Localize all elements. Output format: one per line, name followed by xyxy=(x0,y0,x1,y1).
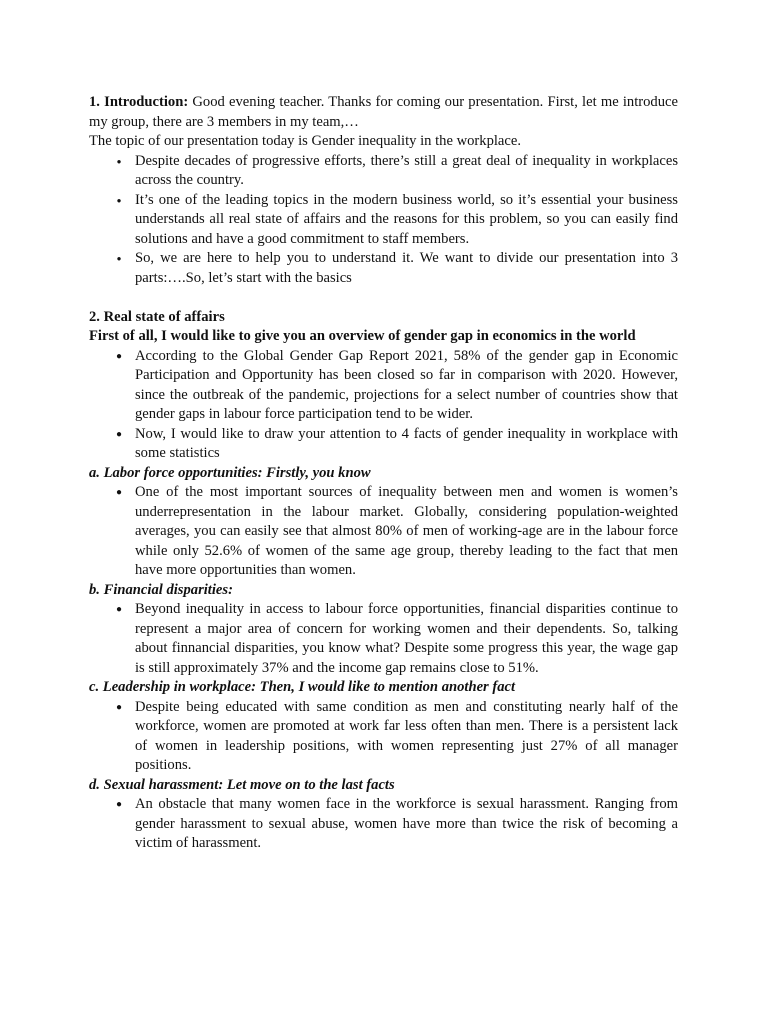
bullet-icon: ● xyxy=(116,156,122,166)
section-2-subheading: First of all, I would like to give you an overview of gender gap in economics in the world xyxy=(89,328,636,344)
fact-a-heading: a. Labor force opportunities: Firstly, you know xyxy=(89,464,371,481)
bullet-text: Despite decades of progressive efforts, there’s still a great deal of inequality in workplaces across the country. xyxy=(135,152,678,188)
section-2-heading: 2. Real state of affairs xyxy=(89,308,225,325)
section-2-bullet-item xyxy=(89,425,678,464)
bullet-text: According to the Global Gender Gap Report 2021, 58% of the gender gap in Economic Participation and Opportunity has been closed so far in comparison with 2020. However, since the outbreak of the pandemic, projections for a select number of countries show that gender gaps in labour force participation tend to be wider. xyxy=(135,347,678,422)
bullet-icon: ● xyxy=(115,701,123,713)
bullet-text: Now, I would like to draw your attention to 4 facts of gender inequality in workplace with some statistics xyxy=(135,425,678,461)
intro-bullet-item xyxy=(89,152,678,191)
fact-b-bullet xyxy=(89,600,678,678)
fact-b-heading: b. Financial disparities: xyxy=(89,581,233,598)
fact-a-list xyxy=(89,483,678,581)
fact-a-bullet xyxy=(89,483,678,581)
bullet-text: It’s one of the leading topics in the modern business world, so it’s essential your business understands all real state of affairs and the reasons for this problem, so you can easily find solutions and have a good commitment to staff members. xyxy=(135,191,678,247)
bullet-icon: ● xyxy=(116,195,122,205)
bullet-icon: ● xyxy=(115,487,123,498)
intro-text: Good evening teacher. Thanks for coming our presentation. First, let me introduce my group, there are 3 members in my team,… xyxy=(89,94,678,130)
fact-c-heading: c. Leadership in workplace: Then, I would like to mention another fact xyxy=(89,679,516,695)
bullet-text: So, we are here to help you to understand it. We want to divide our presentation into 3 parts:….So, let’s start with the basics xyxy=(135,250,678,286)
bullet-text: One of the most important sources of inequality between men and women is women’s underrepresentation in the labour market. Globally, considering population-weighted averages, you can easily see that almost 80% of men of working-age are in the labour force while only 52.6% of women of the same age group, thereby leading to the fact that men have more opportunities than women. xyxy=(135,484,678,578)
spacer xyxy=(89,288,678,308)
intro-paragraph xyxy=(89,93,678,132)
bullet-icon: ● xyxy=(115,604,123,615)
fact-d-bullet xyxy=(89,795,678,854)
bullet-text: Despite being educated with same condition as men and constituting nearly half of the workforce, women are promoted at work far less often than men. There is a persistent lack of women in leadership positions, with women representing just 27% of all manager positions. xyxy=(135,698,678,773)
bullet-icon: ● xyxy=(115,799,123,810)
fact-c-bullet xyxy=(89,698,678,776)
intro-bullet-list xyxy=(89,152,678,289)
intro-bullet-item xyxy=(89,191,678,250)
intro-topic: The topic of our presentation today is Gender inequality in the workplace. xyxy=(89,133,522,149)
intro-heading: 1. Introduction: xyxy=(89,94,189,110)
fact-d-heading: d. Sexual harassment: Let move on to the last facts xyxy=(89,776,395,793)
bullet-text: Beyond inequality in access to labour force opportunities, financial disparities continue to represent a major area of concern for working women and their dependents. So, talking about finnancial disparities, you know what? Despite some progress this year, the wage gap is still approximately 37% and the income gap remains close to 51%. xyxy=(135,601,678,676)
section-2-bullet-item xyxy=(89,347,678,425)
fact-b-list xyxy=(89,600,678,678)
bullet-text: An obstacle that many women face in the workforce is sexual harassment. Ranging from gender harassment to sexual abuse, women have more than twice the risk of becoming a victim of harassment. xyxy=(135,796,678,851)
fact-d-list xyxy=(89,795,678,854)
fact-c-list xyxy=(89,698,678,776)
bullet-icon: ● xyxy=(115,350,123,362)
document-page xyxy=(89,93,678,854)
bullet-icon: ● xyxy=(116,254,122,263)
bullet-icon: ● xyxy=(115,428,123,440)
intro-bullet-item xyxy=(89,249,678,288)
section-2-bullet-list xyxy=(89,347,678,464)
